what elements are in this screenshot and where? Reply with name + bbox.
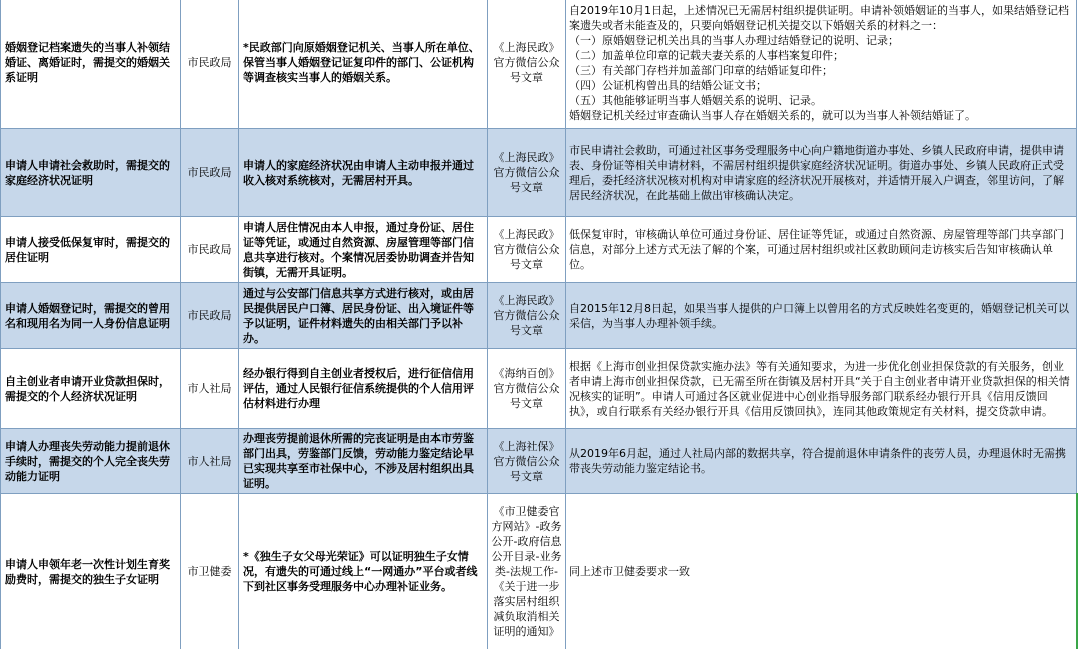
note-line: （一）原婚姻登记机关出具的当事人办理过结婚登记的说明、记录； <box>569 33 899 47</box>
source-cell: 《海纳百创》官方微信公众号文章 <box>488 349 566 429</box>
note-line: （四）公证机构曾出具的结婚公证文书； <box>569 78 767 92</box>
notes-cell <box>566 217 1077 283</box>
situation-cell: 申请人申领年老一次性计划生育奖励费时，需提交的独生子女证明 <box>1 494 181 649</box>
situation-cell: 申请人婚姻登记时，需提交的曾用名和现用名为同一人身份信息证明 <box>1 283 181 349</box>
table-row <box>1 494 1077 649</box>
note-line: 从2019年6月起，通过人社局内部的数据共享，符合提前退休申请条件的丧劳人员，办理退休时无需携带丧失劳动能力鉴定结论书。 <box>569 447 1066 475</box>
department-cell: 市民政局 <box>181 217 239 283</box>
alternative-method-cell: 经办银行得到自主创业者授权后，进行征信信用评估，通过人民银行征信系统提供的个人信用评估材料进行办理 <box>239 349 488 429</box>
table-row <box>1 429 1077 494</box>
note-line: （二）加盖单位印章的记载夫妻关系的人事档案复印件； <box>569 48 844 62</box>
note-line: 同上述市卫健委要求一致 <box>569 565 690 578</box>
note-line: 根据《上海市创业担保贷款实施办法》等有关通知要求，为进一步优化创业担保贷款的有关服务，创业者申请上海市创业担保贷款，已无需至所在街镇及居村开具“关于自主创业者申请开业贷款担保的相关情况核实的证明”。申请人可通过各区就业促进中心创业指导服务部门联系经办银行开具《信用反馈回执》，或自行联系有关经办银行开具《信用反馈回执》，连同其他政策规定有关材料，提交贷款申请。 <box>569 359 1070 418</box>
alternative-method-cell: *《独生子女父母光荣证》可以证明独生子女情况，有遗失的可通过线上“一网通办”平台或者线下到社区事务受理服务中心办理补证业务。 <box>239 494 488 649</box>
note-line: 自2019年10月1日起，上述情况已无需居村组织提供证明。申请补领婚姻证的当事人，如果结婚登记档案遗失或者未能查及的，只要向婚姻登记机关提交以下婚姻关系的材料之一： <box>569 3 1069 32</box>
note-line: 市民申请社会救助，可通过社区事务受理服务中心向户籍地街道办事处、乡镇人民政府申请，提供申请表、身份证等相关申请材料，不需居村组织提供家庭经济状况证明。街道办事处、乡镇人民政府正式受理后，委托经济状况核对机构对申请家庭的经济状况开展核对，并适情开展入户调查，邻里访问，了解居民经济状况，在此基础上做出审核确认决定。 <box>569 143 1064 202</box>
department-cell: 市人社局 <box>181 429 239 494</box>
situation-cell: 婚姻登记档案遗失的当事人补领结婚证、离婚证时，需提交的婚姻关系证明 <box>1 0 181 129</box>
alternative-method-cell: 申请人居住情况由本人申报，通过身份证、居住证等凭证，或通过自然资源、房屋管理等部门信息共享进行核对。个案情况居委协助调查并告知街镇，无需开具证明。 <box>239 217 488 283</box>
note-line: 婚姻登记机关经过审查确认当事人存在婚姻关系的，就可以为当事人补领结婚证了。 <box>569 108 976 122</box>
department-cell: 市卫健委 <box>181 494 239 649</box>
note-line: 自2015年12月8日起，如果当事人提供的户口簿上以曾用名的方式反映姓名变更的，婚姻登记机关可以采信，为当事人办理补领手续。 <box>569 301 1069 330</box>
notes-cell <box>566 349 1077 429</box>
source-cell: 《上海民政》官方微信公众号文章 <box>488 217 566 283</box>
source-cell: 《上海民政》官方微信公众号文章 <box>488 0 566 129</box>
notes-cell <box>566 494 1077 649</box>
source-cell: 《市卫健委官方网站》-政务公开-政府信息公开目录-业务类-法规工作-《关于进一步落实居村组织减负取消相关证明的通知》 <box>488 494 566 649</box>
source-cell: 《上海民政》官方微信公众号文章 <box>488 129 566 217</box>
situation-cell: 申请人接受低保复审时，需提交的居住证明 <box>1 217 181 283</box>
notes-cell <box>566 129 1077 217</box>
alternative-method-cell: 通过与公安部门信息共享方式进行核对，或由居民提供居民户口簿、居民身份证、出入境证件等予以证明，证件材料遗失的由相关部门予以补办。 <box>239 283 488 349</box>
department-cell: 市人社局 <box>181 349 239 429</box>
note-line: 低保复审时，审核确认单位可通过身份证、居住证等凭证，或通过自然资源、房屋管理等部门共享部门信息，对部分上述方式无法了解的个案，可通过居村组织或社区救助顾问走访核实后告知审核确认单位。 <box>569 228 1064 271</box>
table-row <box>1 217 1077 283</box>
table-row <box>1 0 1077 129</box>
alternative-method-cell: *民政部门向原婚姻登记机关、当事人所在单位、保管当事人婚姻登记证复印件的部门、公证机构等调查核实当事人的婚姻关系。 <box>239 0 488 129</box>
notes-cell <box>566 429 1077 494</box>
source-cell: 《上海社保》官方微信公众号文章 <box>488 429 566 494</box>
note-line: （三）有关部门存档并加盖部门印章的结婚证复印件； <box>569 63 833 77</box>
note-line: （五）其他能够证明当事人婚姻关系的说明、记录。 <box>569 93 822 107</box>
department-cell: 市民政局 <box>181 283 239 349</box>
notes-cell <box>566 283 1077 349</box>
table-row <box>1 283 1077 349</box>
page-edge-accent <box>1076 493 1078 649</box>
table-row <box>1 129 1077 217</box>
notes-cell <box>566 0 1077 129</box>
source-cell: 《上海民政》官方微信公众号文章 <box>488 283 566 349</box>
alternative-method-cell: 申请人的家庭经济状况由申请人主动申报并通过收入核对系统核对，无需居村开具。 <box>239 129 488 217</box>
situation-cell: 申请人申请社会救助时，需提交的家庭经济状况证明 <box>1 129 181 217</box>
situation-cell: 自主创业者申请开业贷款担保时，需提交的个人经济状况证明 <box>1 349 181 429</box>
table-body <box>1 0 1077 649</box>
situation-cell: 申请人办理丧失劳动能力提前退休手续时，需提交的个人完全丧失劳动能力证明 <box>1 429 181 494</box>
alternative-method-cell: 办理丧劳提前退休所需的完丧证明是由本市劳鉴部门出具，劳鉴部门反馈，劳动能力鉴定结论早已实现共享至市社保中心，不涉及居村组织出具证明。 <box>239 429 488 494</box>
table-row <box>1 349 1077 429</box>
department-cell: 市民政局 <box>181 0 239 129</box>
department-cell: 市民政局 <box>181 129 239 217</box>
